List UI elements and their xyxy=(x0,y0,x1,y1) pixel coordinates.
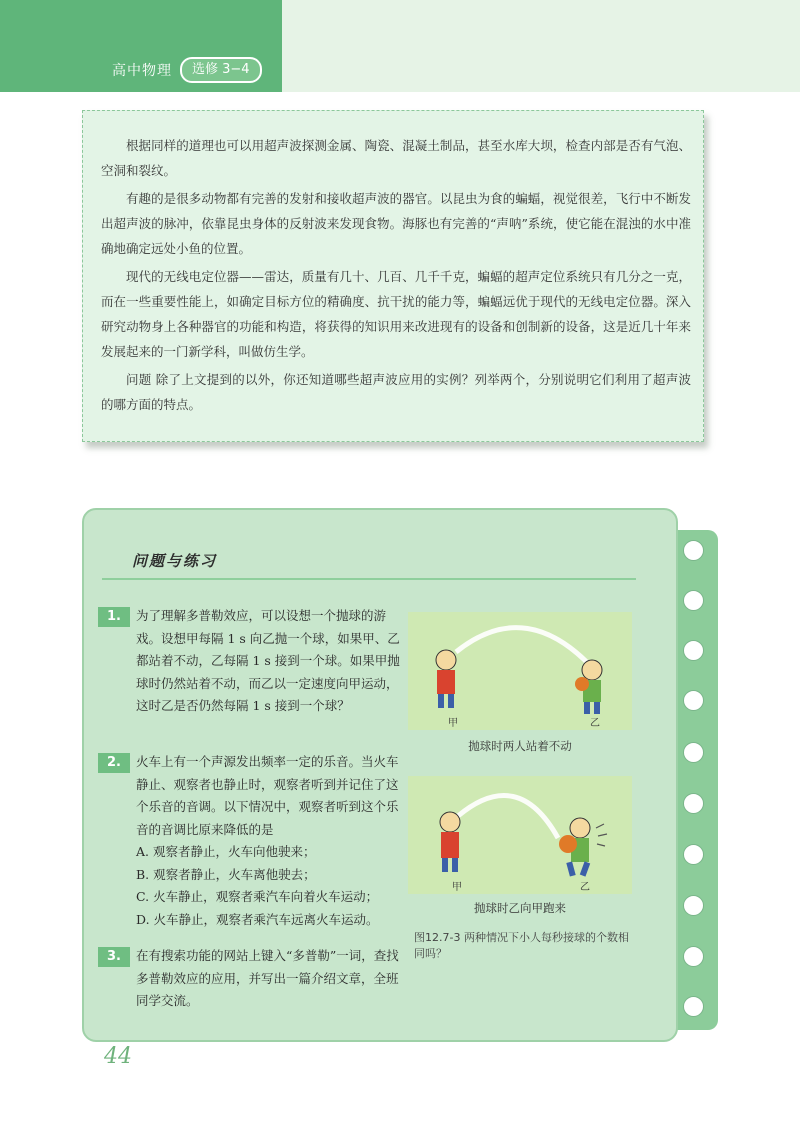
binder-hole xyxy=(683,640,704,661)
figure-panel-standing xyxy=(408,612,632,730)
question-text: 为了理解多普勒效应，可以设想一个抛球的游戏。设想甲每隔 1 s 向乙抛一个球，如果甲、乙都站着不动，乙每隔 1 s 接到一个球。如果甲抛球时仍然站着不动，而乙以一定速度向甲运动，这时乙是否仍然每隔 1 s 接到一个球？ xyxy=(136,608,400,713)
question-3 xyxy=(136,945,400,1013)
figure-label-jia: 甲 xyxy=(452,882,462,893)
reading-paragraph: 现代的无线电定位器——雷达，质量有几十、几百、几千千克，蝙蝠的超声定位系统只有几分之一克，而在一些重要性能上，如确定目标方位的精确度、抗干扰的能力等，蝙蝠远优于现代的无线电定位器。深入研究动物身上各种器官的功能和构造，将获得的知识用来改进现有的设备和创制新的设备，这是近几十年来发展起来的一门新学科，叫做仿生学。 xyxy=(101,269,691,359)
binder-hole xyxy=(683,590,704,611)
figure-label-yi: 乙 xyxy=(580,882,590,893)
figure-note: 图12.7-3 两种情况下小人每秒接球的个数相同吗？ xyxy=(414,931,629,960)
answer-option: A. 观察者静止，火车向他驶来； xyxy=(136,844,316,859)
binder-hole xyxy=(683,946,704,967)
answer-option: D. 火车静止，观察者乘汽车远离火车运动。 xyxy=(136,911,379,927)
question-number: 2. xyxy=(98,753,130,773)
answer-option: C. 火车静止，观察者乘汽车向着火车运动； xyxy=(136,889,379,904)
reading-paragraph: 有趣的是很多动物都有完善的发射和接收超声波的器官。以昆虫为食的蝙蝠，视觉很差，飞行中不断发出超声波的脉冲，依靠昆虫身体的反射波来发现食物。海豚也有完善的“声呐”系统，使它能在混浊的水中准确地确定远处小鱼的位置。 xyxy=(101,191,691,256)
section-title: 问题与练习 xyxy=(132,552,218,570)
binder-hole xyxy=(683,742,704,763)
answer-option: B. 观察者静止，火车离他驶去； xyxy=(136,866,316,882)
page-number: 44 xyxy=(104,1044,132,1069)
question-text: 火车上有一个声源发出频率一定的乐音。当火车静止、观察者也静止时，观察者听到并记住了这个乐音的音调。以下情况中，观察者听到这个乐音的音调比原来降低的是 xyxy=(136,754,399,837)
question-2 xyxy=(136,751,400,931)
figure-label-yi: 乙 xyxy=(590,718,600,729)
question-number: 3. xyxy=(98,947,130,967)
figure-label-jia: 甲 xyxy=(448,718,458,729)
reading-paragraph: 根据同样的道理也可以用超声波探测金属、陶瓷、混凝土制品，甚至水库大坝，检查内部是否有气泡、空洞和裂纹。 xyxy=(101,138,691,178)
figure-caption: 抛球时两人站着不动 xyxy=(468,739,572,753)
figure-caption: 抛球时乙向甲跑来 xyxy=(474,901,566,915)
volume-badge: 选修 3−4 xyxy=(180,57,262,83)
section-divider xyxy=(102,578,636,580)
binder-hole xyxy=(683,996,704,1017)
ball-toss-illustration xyxy=(408,612,632,730)
question-1 xyxy=(136,605,400,718)
header-band-light xyxy=(282,0,800,92)
binder-hole xyxy=(683,793,704,814)
reading-box xyxy=(82,110,704,442)
figure-panel-running xyxy=(408,776,632,894)
binder-hole xyxy=(683,540,704,561)
question-text: 在有搜索功能的网站上键入“多普勒”一词，查找多普勒效应的应用，并写出一篇介绍文章，全班同学交流。 xyxy=(136,948,399,1008)
question-number: 1. xyxy=(98,607,130,627)
reading-question: 问题 除了上文提到的以外，你还知道哪些超声波应用的实例？列举两个，分别说明它们利用了超声波的哪方面的特点。 xyxy=(101,372,691,412)
ball-toss-illustration xyxy=(408,776,632,894)
binder-hole xyxy=(683,690,704,711)
book-title: 高中物理 xyxy=(112,63,172,79)
binder-hole xyxy=(683,895,704,916)
binder-hole xyxy=(683,844,704,865)
